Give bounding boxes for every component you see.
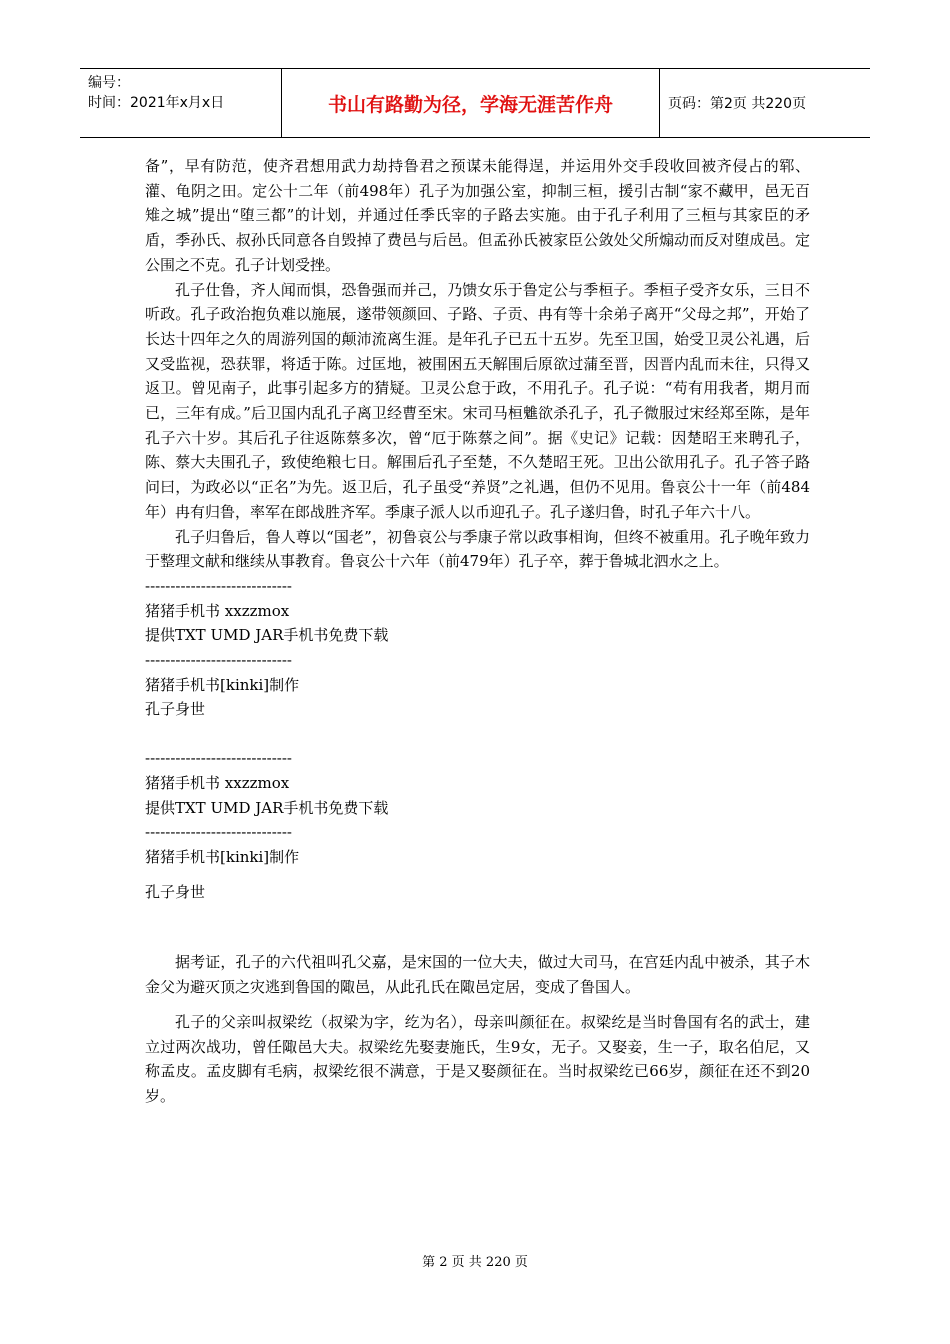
page-header bbox=[80, 68, 870, 138]
header-meta bbox=[80, 69, 282, 137]
paragraph-3: 孔子归鲁后，鲁人尊以“国老”，初鲁哀公与季康子常以政事相询，但终不被重用。孔子晚年致力于整理文献和继续从事教育。鲁哀公十六年（前479年）孔子卒，葬于鲁城北泗水之上。 bbox=[145, 527, 810, 571]
divider-line: ----------------------------- bbox=[145, 823, 292, 842]
paragraph-5: 孔子的父亲叫叔梁纥（叔梁为字，纥为名），母亲叫颜征在。叔梁纥是当时鲁国有名的武士，建立过两次战功，曾任陬邑大夫。叔梁纥先娶妻施氏，生9女，无子。又娶妾，生一子，取名伯尼，又称孟皮。孟皮脚有毛病，叔梁纥很不满意，于是又娶颜征在。当时叔梁纥已66岁，颜征在还不到20岁。 bbox=[145, 1012, 810, 1105]
source-line: 猪猪手机书 xxzzmox bbox=[145, 773, 290, 792]
spacer bbox=[145, 1000, 810, 1010]
spacer bbox=[145, 904, 810, 950]
paragraph-1: 备”，早有防范，使齐君想用武力劫持鲁君之预谋未能得逞，并运用外交手段收回被齐侵占的郓、灌、龟阴之田。定公十二年（前498年）孔子为加强公室，抑制三桓，援引古制“家不藏甲，邑无百雉之城”提出“堕三都”的计划，并通过任季氏宰的子路去实施。由于孔子利用了三桓与其家臣的矛盾，季孙氏、叔孙氏同意各自毁掉了费邑与后邑。但孟孙氏被家臣公敛处父所煽动而反对堕成邑。定公围之不克。孔子计划受挫。 bbox=[145, 157, 810, 274]
producer-line: 猪猪手机书[kinki]制作 bbox=[145, 847, 300, 866]
page-footer: 第 2 页 共 220 页 bbox=[422, 1255, 528, 1270]
producer-line: 猪猪手机书[kinki]制作 bbox=[145, 675, 300, 694]
divider-line: ----------------------------- bbox=[145, 651, 292, 670]
divider-line: ----------------------------- bbox=[145, 576, 292, 595]
download-line: 提供TXT UMD JAR手机书免费下载 bbox=[145, 626, 389, 645]
paragraph-4: 据考证，孔子的六代祖叫孔父嘉，是宋国的一位大夫，做过大司马，在宫廷内乱中被杀，其子木金父为避灭顶之灾逃到鲁国的陬邑，从此孔氏在陬邑定居，变成了鲁国人。 bbox=[145, 953, 810, 997]
source-line: 猪猪手机书 xxzzmox bbox=[145, 601, 290, 620]
spacer bbox=[145, 870, 810, 880]
date-label: 时间：2021年x月x日 bbox=[88, 95, 225, 111]
paragraph-2: 孔子仕鲁，齐人闻而惧，恐鲁强而并己，乃馈女乐于鲁定公与季桓子。季桓子受齐女乐，三日不听政。孔子政治抱负难以施展，遂带领颜回、子路、子贡、冉有等十余弟子离开“父母之邦”，开始了长达十四年之久的周游列国的颠沛流离生涯。是年孔子已五十五岁。先至卫国，始受卫灵公礼遇，后又受监视，恐获罪，将适于陈。过匡地，被围困五天解围后原欲过蒲至晋，因晋内乱而未往，只得又返卫。曾见南子，此事引起多方的猜疑。卫灵公怠于政，不用孔子。孔子说：“苟有用我者，期月而已，三年有成。”后卫国内乱孔子离卫经曹至宋。宋司马桓魋欲杀孔子，孔子微服过宋经郑至陈，是年孔子六十岁。其后孔子往返陈蔡多次，曾“厄于陈蔡之间”。据《史记》记载：因楚昭王来聘孔子，陈、蔡大夫围孔子，致使绝粮七日。解围后孔子至楚，不久楚昭王死。卫出公欲用孔子。孔子答子路问曰，为政必以“正名”为先。返卫后，孔子虽受“养贤”之礼遇，但仍不见用。鲁哀公十一年（前484年）冉有归鲁，率军在郎战胜齐军。季康子派人以币迎孔子。孔子遂归鲁，时孔子年六十八。 bbox=[145, 280, 810, 521]
divider-line: ----------------------------- bbox=[145, 749, 292, 768]
header-page-code: 页码：第2页 共220页 bbox=[668, 96, 807, 112]
download-line: 提供TXT UMD JAR手机书免费下载 bbox=[145, 798, 389, 817]
spacer bbox=[145, 722, 810, 746]
document-body bbox=[145, 154, 810, 1109]
header-motto: 书山有路勤为径，学海无涯苦作舟 bbox=[282, 69, 660, 137]
serial-label: 编号： bbox=[88, 75, 130, 91]
section-title: 孔子身世 bbox=[145, 700, 206, 719]
section-title: 孔子身世 bbox=[145, 882, 206, 901]
